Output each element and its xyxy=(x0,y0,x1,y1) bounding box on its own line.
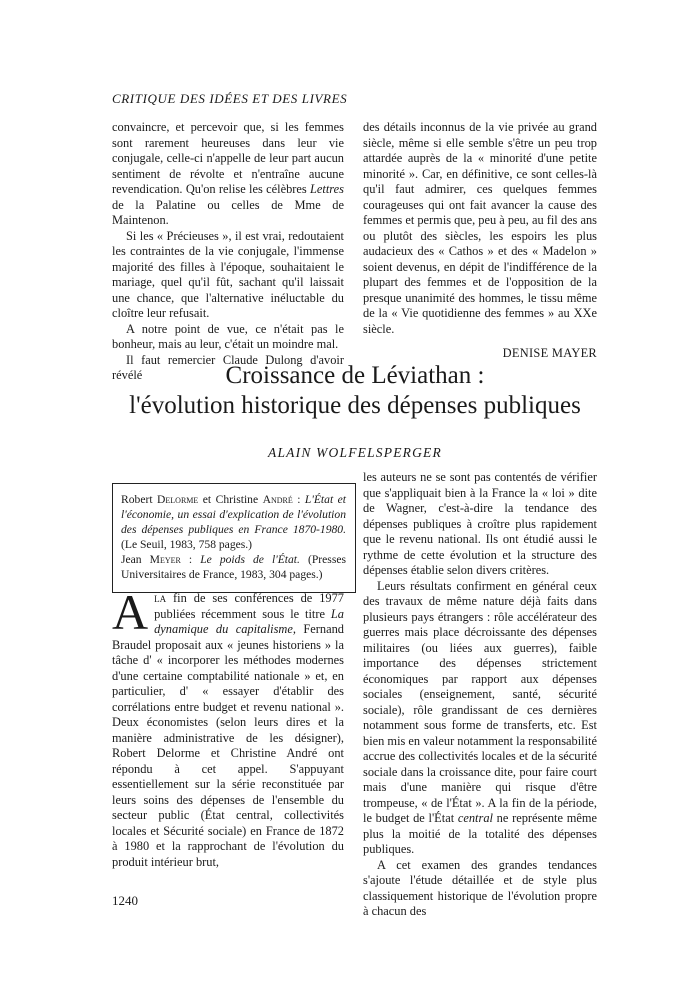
previous-article-right-column xyxy=(363,120,597,362)
paragraph: Il faut remercier Claude Dulong d'avoir révélé xyxy=(112,352,344,382)
book-reference: Robert Delorme et Christine André : L'État et l'économie, un essai d'explication de l'évolution des dépenses publiques en France 1870-1980. (Le Seuil, 1983, 758 pages.) xyxy=(121,493,347,551)
article-author: ALAIN WOLFELSPERGER xyxy=(268,445,442,460)
paragraph: des détails inconnus de la vie privée au grand siècle, même si elle semble s'être un peu trop attardée auprès de la « minorité d'une petite minorité ». Car, en définitive, ce sont celles-là qu'il faut admirer, ces quelques femmes courageuses qui ont fait avancer la cause des femmes et permis que, peu à peu, au fil des ans ou plutôt des siècles, les espoirs les plus audacieux des « Cathos » et des « Madelon » soient devenus, en dépit de l'indifférence de la plupart des femmes et de l'opposition de la presque unanimité des hommes, le tissu même de la « Vie quotidienne des femmes » au XXe siècle. xyxy=(363,120,597,336)
paragraph: Leurs résultats confirment en général ceux des travaux de même nature déjà faits dans plusieurs pays étrangers : rôle accélérateur des guerres mais place décroissante des dépenses militaires (ou liées aux guerres), faible importance des dépenses strictement économiques par rapport aux dépenses sociales (enseignement, santé, sécurité sociale), rôle grandissant de ces dernières notamment sous forme de transferts, etc. Est bien mis en valeur notamment la responsabilité accrue des collectivités locales et de la sécurité sociale dans la croissance dite, pour faire court mais d'une manière qui risque d'être trompeuse, « de l'État ». A la fin de la période, le budget de l'État central ne représente même plus la moitié de la totalité des dépenses publiques. xyxy=(363,578,597,856)
page-number: 1240 xyxy=(112,893,138,908)
title-line-2: l'évolution historique des dépenses publiques xyxy=(129,392,581,419)
title-line-1: Croissance de Léviathan : xyxy=(225,362,485,389)
paragraph: A cet examen des grandes tendances s'ajoute l'étude détaillée et de style plus classiquement historique de l'évolution propre à chacun des xyxy=(363,857,597,918)
article-title xyxy=(100,361,610,421)
article-left-column xyxy=(112,584,344,870)
review-signature: DENISE MAYER xyxy=(502,346,597,360)
reviewed-books-box xyxy=(112,483,356,593)
paragraph: les auteurs ne se sont pas contentés de vérifier que s'appliquait bien à la France la « loi » dite de Wagner, c'est-à-dire la tendance des dépenses publiques à croître plus rapidement que le revenu national. Ils ont étudié aussi le rythme de cette évolution et la structure des dépenses établie selon divers critères. xyxy=(363,470,597,577)
paragraph: Ala fin de ses conférences de 1977 publiées récemment sous le titre La dynamique du capitalisme, Fernand Braudel proposait aux « jeunes historiens » la tâche d' « incorporer les méthodes modernes d'une certaine comptabilité nationale » et, en particulier, d' « essayer d'établir des corrélations entre budget et revenu national ». Deux économistes (selon leurs dires et la manière administrative de les désigner), Robert Delorme et Christine André ont répondu à cet appel. S'appuyant essentiellement sur la série reconstituée par leurs soins des dépenses de l'ensemble du secteur public (État central, collectivités locales et Sécurité sociale) en France de 1872 à 1980 et la rapprochant de l'évolution du produit intérieur brut, xyxy=(112,584,344,869)
paragraph: convaincre, et percevoir que, si les femmes sont rarement heureuses dans leur vie conjugale, celle-ci n'appelle de leur part aucun sentiment de révolte et n'entraîne aucune revendication. Qu'on relise les célèbres Lettres de la Palatine ou celles de Mme de Maintenon. xyxy=(112,120,344,227)
paragraph: Si les « Précieuses », il est vrai, redoutaient les contraintes de la vie conjugale, l'immense majorité des filles à l'époque, souhaitaient le mariage, quel qu'il fût, sachant qu'il laissait une chance, que l'alternative inéluctable du cloître leur refusait. xyxy=(112,228,344,320)
drop-cap: A xyxy=(112,584,149,640)
paragraph: A notre point de vue, ce n'était pas le bonheur, mais au leur, c'était un moindre mal. xyxy=(112,321,344,351)
article-right-column xyxy=(363,470,597,920)
book-reference: Jean Meyer : Le poids de l'État. (Presses Universitaires de France, 1983, 304 pages.) xyxy=(121,553,346,581)
running-head: CRITIQUE DES IDÉES ET DES LIVRES xyxy=(112,91,348,106)
previous-article-left-column xyxy=(112,120,344,384)
